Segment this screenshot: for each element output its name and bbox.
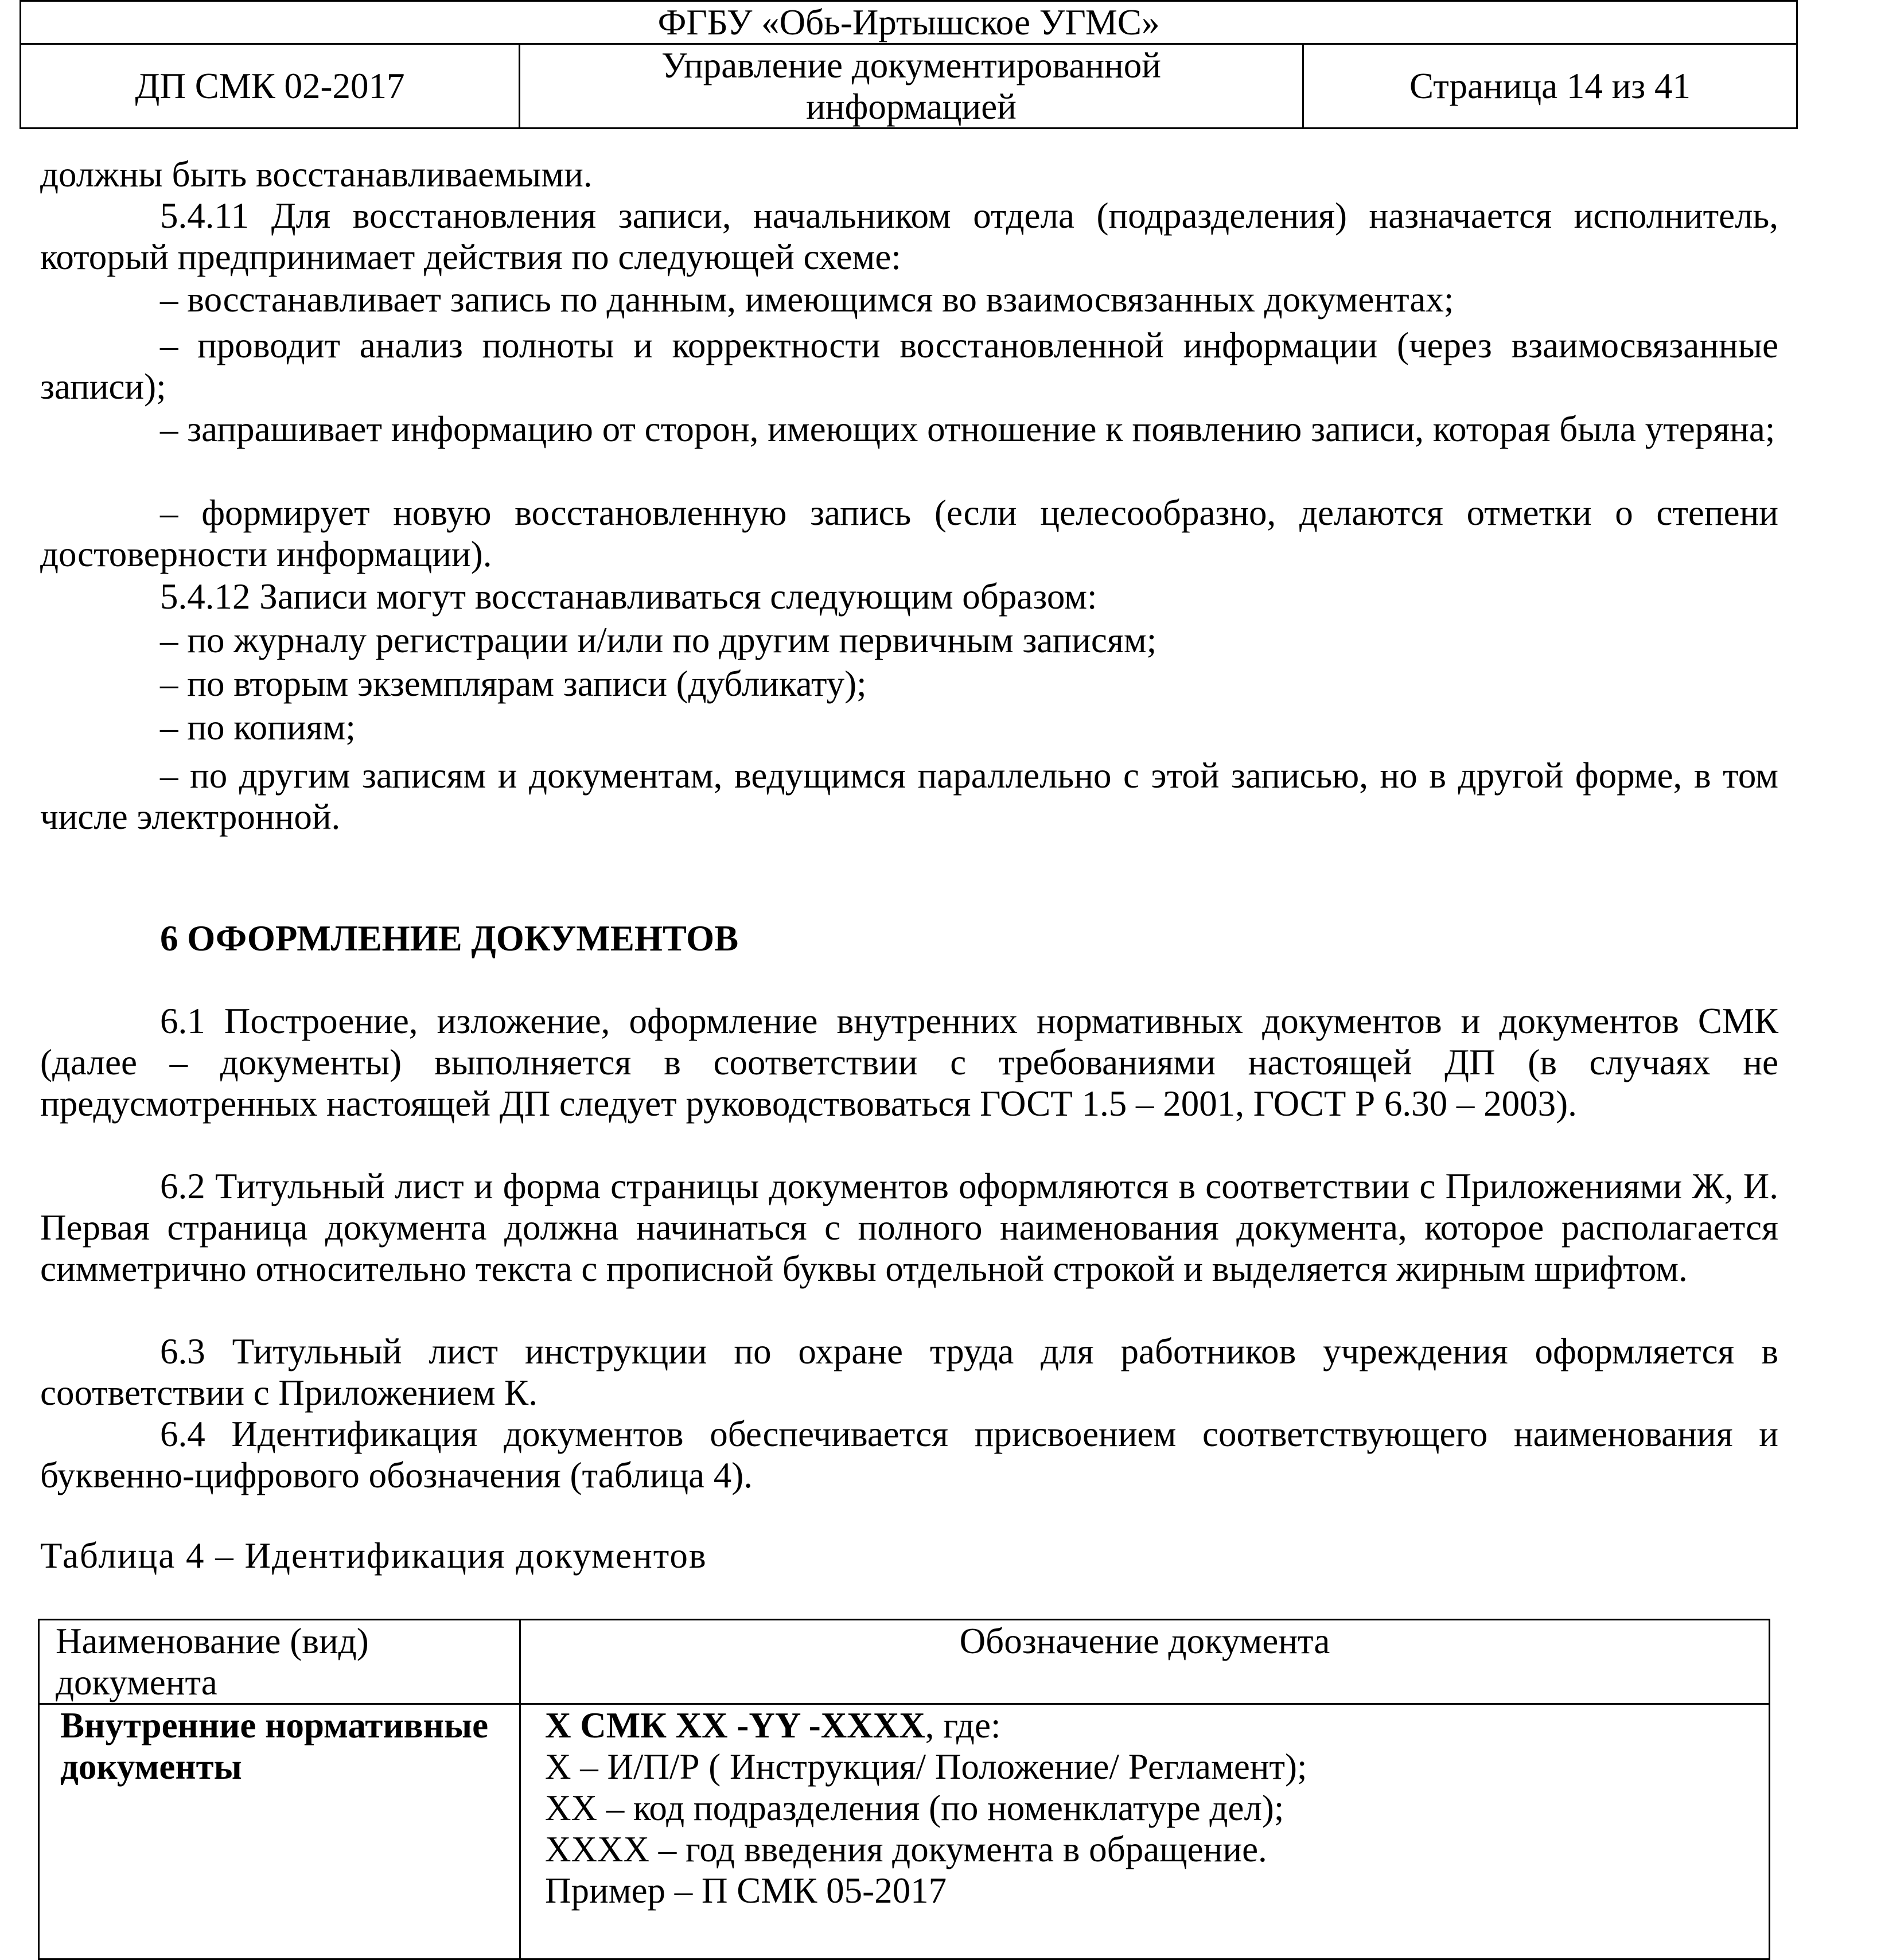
designation-line-year: ХХХХ – год введения документа в обращение. [545, 1829, 1267, 1869]
list-item-method-3: – по копиям; [160, 707, 356, 747]
paragraph-6-3: 6.3 Титульный лист инструкции по охране труда для работников учреждения оформляется в соответствии с Приложением К. [40, 1331, 1778, 1413]
list-item-restore-2: – проводит анализ полноты и корректности восстановленной информации (через взаимосвязанные записи); [40, 325, 1778, 407]
list-item-restore-4: – формирует новую восстановленную запись (если целесообразно, делаются отметки о степени достоверности информации). [40, 493, 1778, 574]
page-header-table [20, 0, 1798, 129]
designation-format-line [545, 1705, 1769, 1746]
designation-line-type: Х – И/П/Р ( Инструкция/ Положение/ Регламент); [545, 1747, 1307, 1787]
header-doc-code: ДП СМК 02-2017 [21, 44, 520, 128]
paragraph-5-4-11: 5.4.11 Для восстановления записи, начальником отдела (подразделения) назначается исполнитель, который предпринимает действия по следующей схеме: [40, 196, 1778, 277]
table-cell-designation [520, 1704, 1770, 1959]
header-doc-title-line2: информацией [806, 87, 1017, 127]
paragraph-6-1: 6.1 Построение, изложение, оформление внутренних нормативных документов и документов СМК (далее – документы) выполняется в соответствии с требованиями настоящей ДП (в случаях не предусмотренных настоящей ДП следует руководствоваться ГОСТ 1.5 – 2001, ГОСТ Р 6.30 – 2003). [40, 1001, 1778, 1124]
table-row [39, 1704, 1770, 1959]
header-doc-title-line1: Управление документированной [661, 45, 1161, 85]
designation-line-example: Пример – П СМК 05-2017 [545, 1871, 947, 1911]
designation-format: Х СМК ХХ -YY -ХХХХ [545, 1705, 925, 1745]
header-page-number: Страница 14 из 41 [1303, 44, 1797, 128]
header-organization: ФГБУ «Обь-Иртышское УГМС» [21, 1, 1797, 44]
table-caption: Таблица 4 – Идентификация документов [40, 1536, 707, 1576]
paragraph-6-4: 6.4 Идентификация документов обеспечивается присвоением соответствующего наименования и буквенно-цифрового обозначения (таблица 4). [40, 1414, 1778, 1495]
section-heading-6: 6 ОФОРМЛЕНИЕ ДОКУМЕНТОВ [160, 918, 739, 958]
paragraph-5-4-12: 5.4.12 Записи могут восстанавливаться следующим образом: [160, 576, 1097, 617]
table-header-designation: Обозначение документа [520, 1620, 1770, 1704]
table-header-row [39, 1620, 1770, 1704]
table-cell-doc-type: Внутренние нормативные документы [39, 1704, 520, 1959]
designation-line-dept: ХХ – код подразделения (по номенклатуре дел); [545, 1788, 1284, 1828]
list-item-restore-3: – запрашивает информацию от сторон, имеющих отношение к появлению записи, которая была утеряна; [160, 409, 1775, 449]
list-item-method-1: – по журналу регистрации и/или по другим первичным записям; [160, 620, 1157, 660]
table-header-name: Наименование (вид) документа [39, 1620, 520, 1704]
paragraph-continuation: должны быть восстанавливаемыми. [40, 154, 593, 194]
paragraph-6-2: 6.2 Титульный лист и форма страницы документов оформляются в соответствии с Приложениями Ж, И. Первая страница документа должна начинаться с полного наименования документа, которое располагается симметрично относительно текста с прописной буквы отдельной строкой и выделяется жирным шрифтом. [40, 1166, 1778, 1289]
list-item-restore-1: – восстанавливает запись по данным, имеющимся во взаимосвязанных документах; [160, 279, 1454, 319]
list-item-method-4: – по другим записям и документам, ведущимся параллельно с этой записью, но в другой форме, в том числе электронной. [40, 755, 1778, 837]
designation-format-suffix: , где: [925, 1705, 1001, 1745]
identification-table [38, 1619, 1770, 1960]
list-item-method-2: – по вторым экземплярам записи (дубликату); [160, 664, 867, 704]
header-doc-title [520, 44, 1303, 128]
